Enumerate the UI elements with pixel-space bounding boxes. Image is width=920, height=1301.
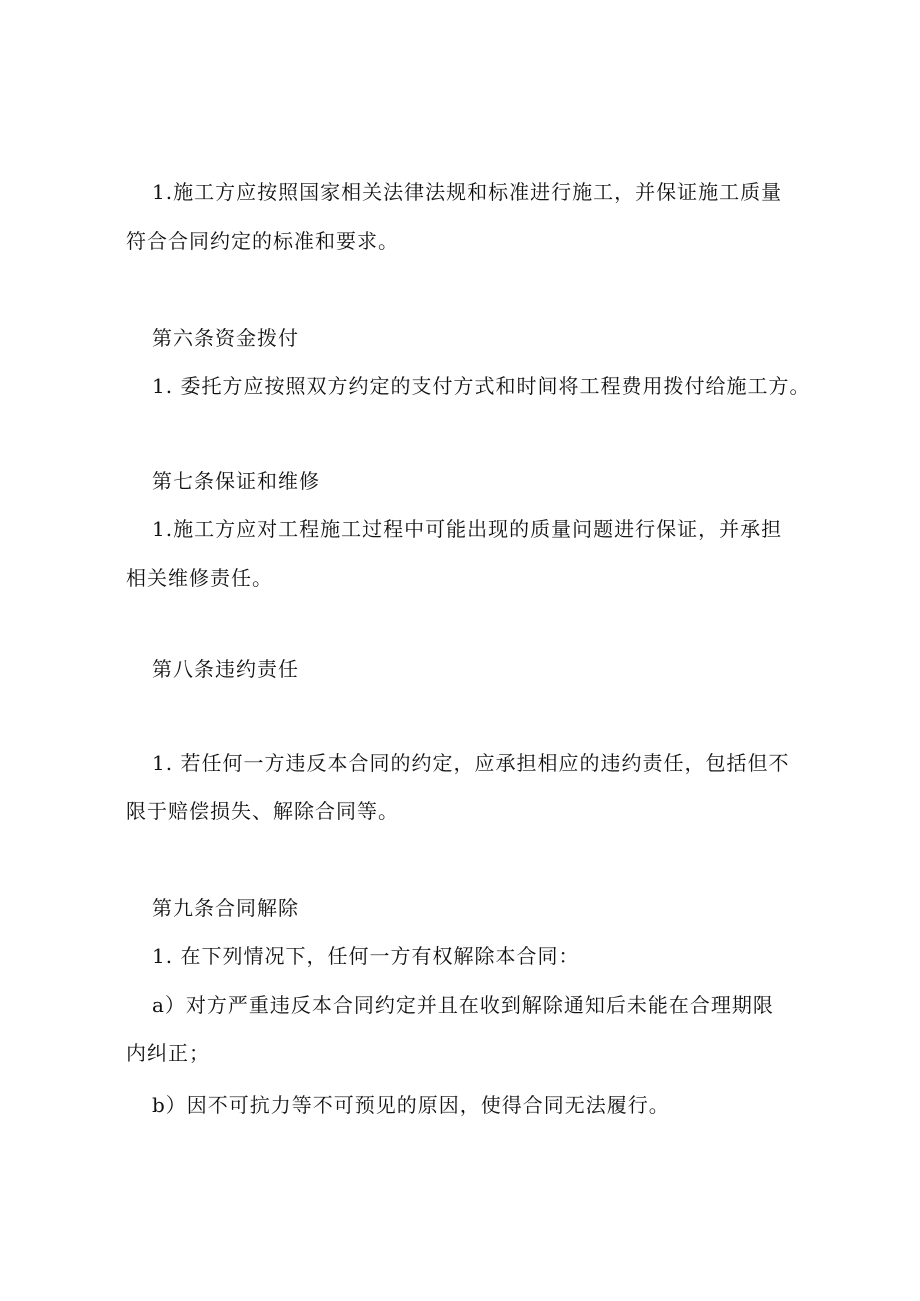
section-heading: 第九条合同解除 [152,896,299,920]
paragraph-line: 符合合同约定的标准和要求。 [126,229,399,253]
paragraph-line: b）因不可抗力等不可预见的原因，使得合同无法履行。 [152,1093,670,1117]
paragraph-line: 1.施工方应按照国家相关法律法规和标准进行施工，并保证施工质量 [152,180,783,204]
paragraph-line: 1. 若任何一方违反本合同的约定，应承担相应的违约责任，包括但不 [152,751,790,775]
paragraph-line: a）对方严重违反本合同约定并且在收到解除通知后未能在合理期限 [152,993,774,1017]
section-heading: 第六条资金拨付 [152,326,299,350]
paragraph-line: 1. 在下列情况下，任何一方有权解除本合同： [152,944,580,968]
paragraph-line: 相关维修责任。 [126,566,273,590]
paragraph-line: 1.施工方应对工程施工过程中可能出现的质量问题进行保证，并承担 [152,517,783,541]
paragraph-line: 1. 委托方应按照双方约定的支付方式和时间将工程费用拨付给施工方。 [152,374,811,398]
section-heading: 第八条违约责任 [152,657,299,681]
paragraph-line: 内纠正； [126,1041,210,1065]
paragraph-line: 限于赔偿损失、解除合同等。 [126,799,399,823]
section-heading: 第七条保证和维修 [152,469,320,493]
